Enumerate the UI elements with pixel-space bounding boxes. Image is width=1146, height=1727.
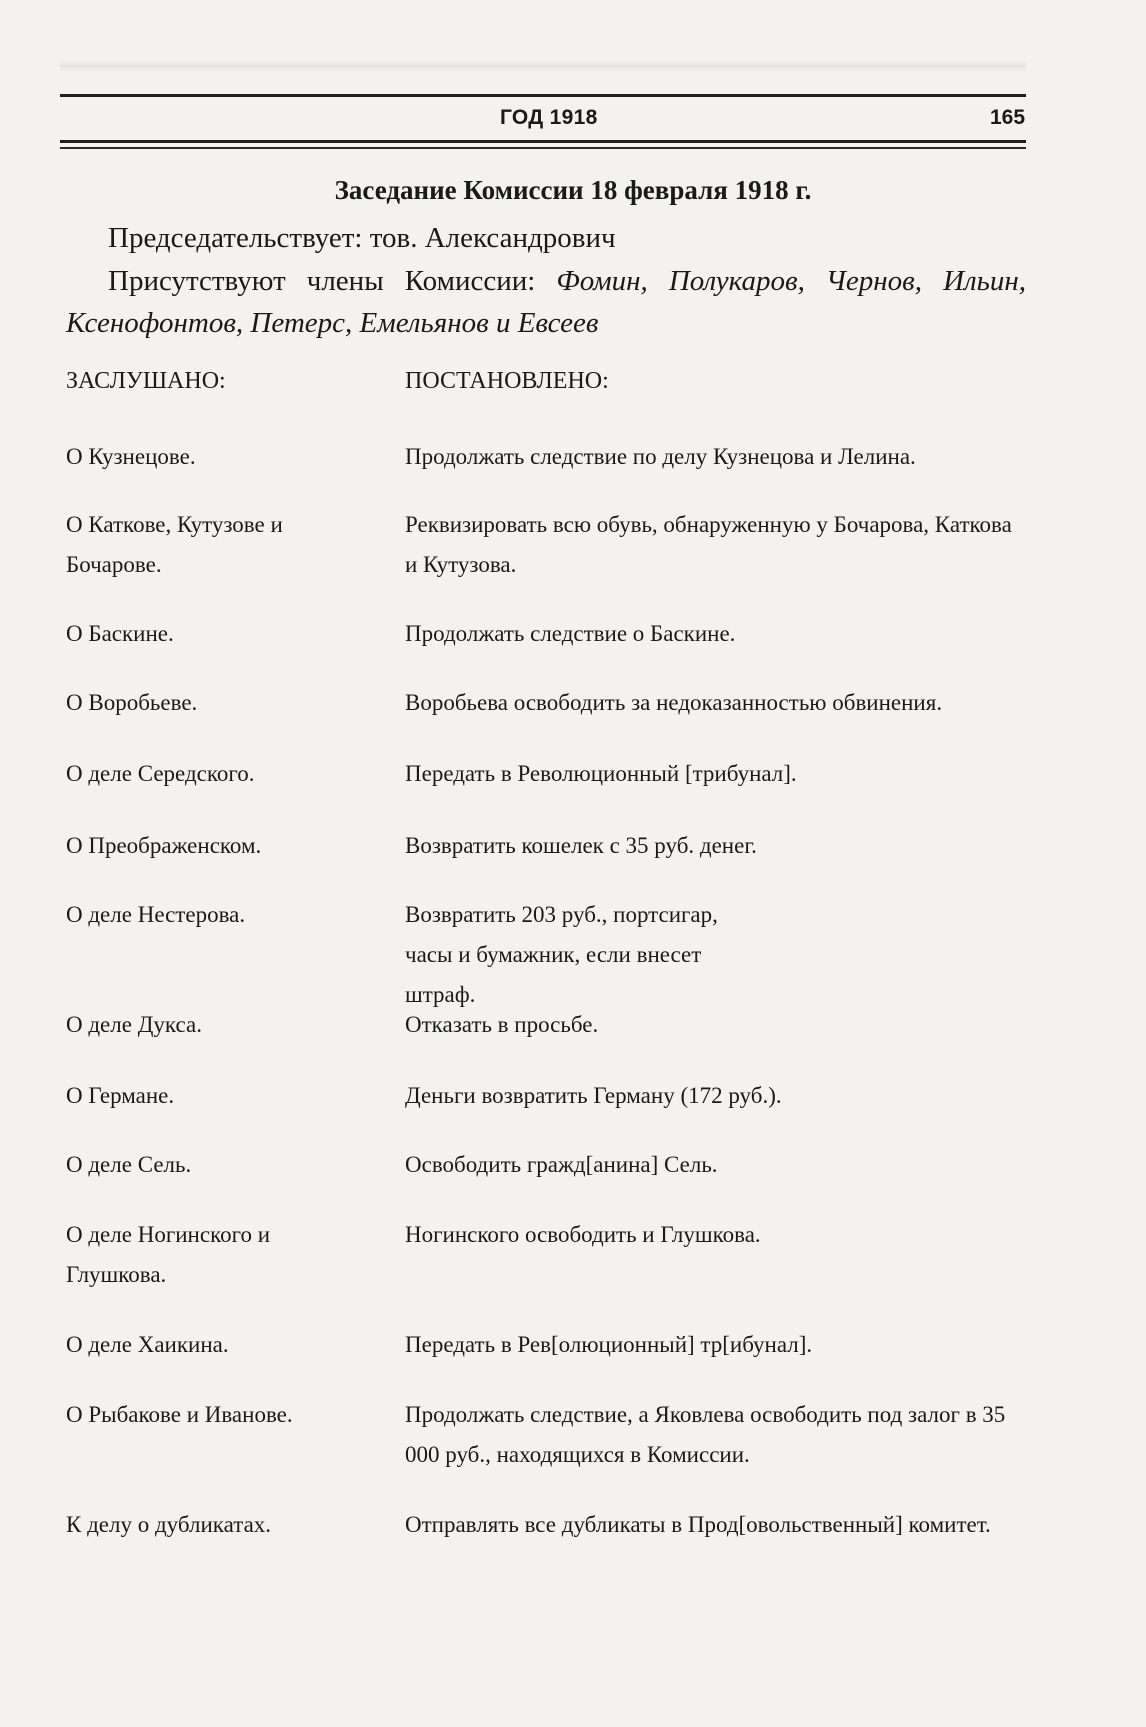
decision-item: Продолжать следствие о Баскине. [405, 621, 736, 646]
heard-item: К делу о дубликатах. [66, 1512, 272, 1537]
decision-item: Деньги возвратить Герману (172 руб.). [405, 1083, 782, 1108]
decision-item: Отправлять все дубликаты в Прод[овольственный] комитет. [405, 1512, 991, 1537]
show-through-shadow [60, 60, 1026, 72]
heard-item: О Преображенском. [66, 833, 262, 858]
heard-item: О деле Хаикина. [66, 1332, 229, 1357]
decision-item: Ногинского освободить и Глушкова. [405, 1222, 761, 1247]
decision-item: Передать в Революционный [трибунал]. [405, 761, 797, 786]
heard-item: О деле Нестерова. [66, 902, 246, 927]
heard-item: О Воробьеве. [66, 690, 198, 715]
heard-item: О Рыбакове и Иванове. [66, 1402, 293, 1427]
heard-item: О Баскине. [66, 621, 174, 646]
decision-item: Реквизировать всю обувь, обнаруженную у Бочарова, Каткова и Кутузова. [405, 512, 1012, 577]
heard-item: О Кузнецове. [66, 444, 196, 469]
column-decided-header: ПОСТАНОВЛЕНО: [405, 368, 609, 394]
header-rule-bottom-thin [60, 147, 1026, 149]
decision-item: Отказать в просьбе. [405, 1012, 599, 1037]
decision-item: Продолжать следствие по делу Кузнецова и Лелина. [405, 444, 916, 469]
heard-item: О деле Ногинского и Глушкова. [66, 1222, 271, 1287]
heard-item: О деле Середского. [66, 761, 255, 786]
decision-item: Воробьева освободить за недоказанностью обвинения. [405, 690, 943, 715]
attendees-label: Присутствуют члены Комиссии: [108, 265, 557, 297]
decision-item: Возвратить 203 руб., портсигар, часы и бумажник, если внесет штраф. [405, 902, 718, 1007]
heard-item: О деле Дукса. [66, 1012, 202, 1037]
running-head: ГОД 1918 [500, 106, 598, 129]
heard-item: О Германе. [66, 1083, 175, 1108]
attendees-names: Фомин, Полукаров, Чернов, Ильин, Ксенофонтов, Петерс, Емельянов и Евсеев [66, 265, 1026, 339]
heard-item: О Каткове, Кутузове и Бочарове. [66, 512, 283, 577]
meeting-attendees [66, 260, 1026, 344]
column-heard-header: ЗАСЛУШАНО: [66, 368, 226, 394]
page-number: 165 [990, 106, 1026, 129]
header-rule-top [60, 94, 1026, 97]
heard-item: О деле Сель. [66, 1152, 192, 1177]
decision-item: Продолжать следствие, а Яковлева освободить под залог в 35 000 руб., находящихся в Комиссии. [405, 1402, 1006, 1467]
meeting-title: Заседание Комиссии 18 февраля 1918 г. [334, 175, 812, 205]
decision-item: Возвратить кошелек с 35 руб. денег. [405, 833, 757, 858]
decision-item: Передать в Рев[олюционный] тр[ибунал]. [405, 1332, 813, 1357]
meeting-chair: Председательствует: тов. Александрович [108, 222, 616, 254]
header-rule-bottom [60, 140, 1026, 143]
decision-item: Освободить гражд[анина] Сель. [405, 1152, 718, 1177]
